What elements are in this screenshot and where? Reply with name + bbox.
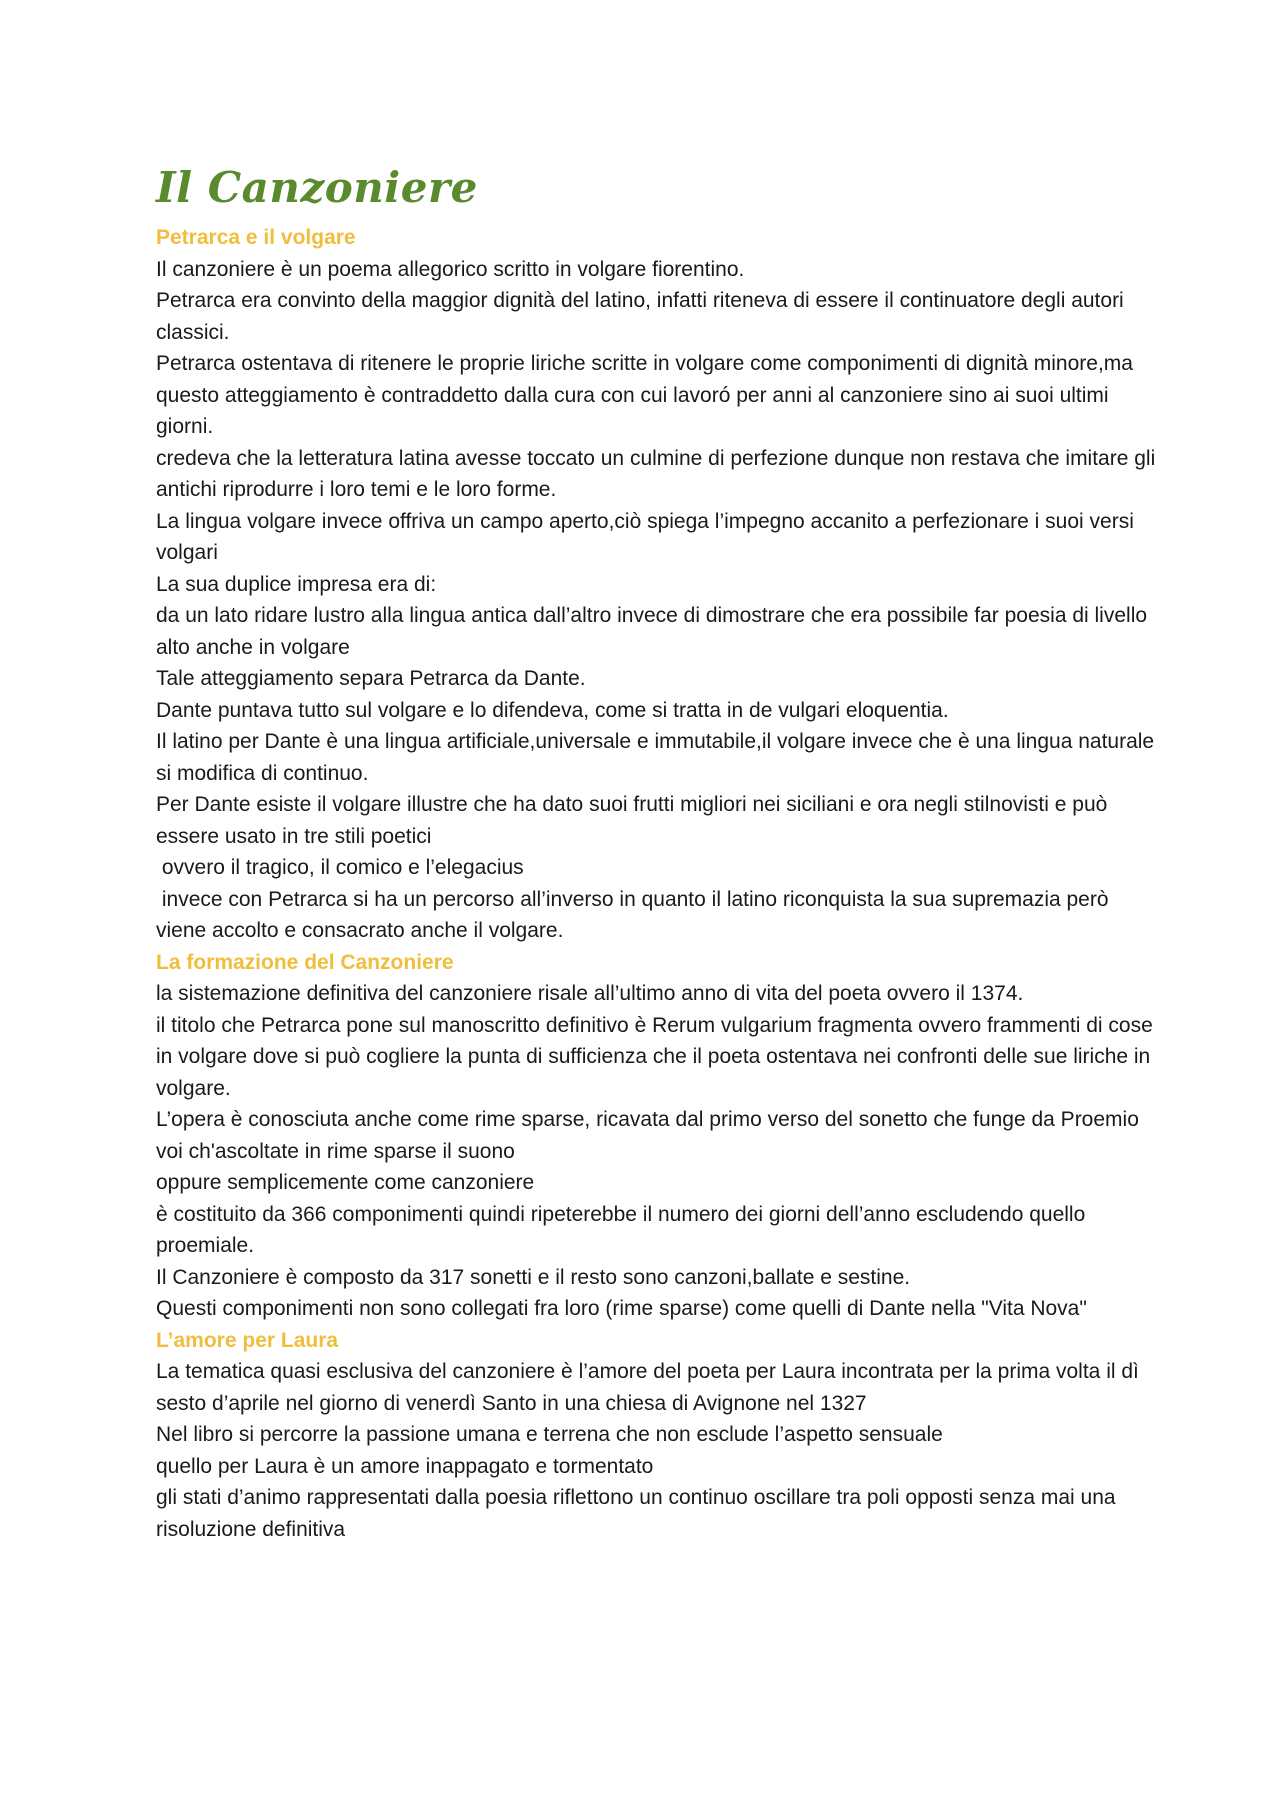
paragraph: da un lato ridare lustro alla lingua antica dall’altro invece di dimostrare che era possibile far poesia di livello alto anche in volgare [156,604,1153,659]
paragraph: la sistemazione definitiva del canzoniere risale all’ultimo anno di vita del poeta ovvero il 1374. [156,982,1024,1005]
paragraph: è costituito da 366 componimenti quindi ripeterebbe il numero dei giorni dell’anno escludendo quello proemiale. [156,1202,1092,1257]
paragraph: Petrarca ostentava di ritenere le proprie liriche scritte in volgare come componimenti di dignità minore,ma questo atteggiamento è contraddetto dalla cura con cui lavoró per anni al canzoniere sino ai suoi ultimi giorni. [156,352,1139,438]
paragraph: La tematica quasi esclusiva del canzoniere è l’amore del poeta per Laura incontrata per la prima volta il dì sesto d’aprile nel giorno di venerdì Santo in una chiesa di Avignone nel 1327 [156,1360,1145,1415]
paragraph: Nel libro si percorre la passione umana e terrena che non esclude l’aspetto sensuale [156,1423,943,1446]
paragraph: La sua duplice impresa era di: [156,572,437,596]
paragraph: credeva che la letteratura latina avesse toccato un culmine di perfezione dunque non restava che imitare gli antichi riprodurre i loro temi e le loro forme. [156,446,1162,501]
paragraph: quello per Laura è un amore inappagato e tormentato [156,1454,654,1478]
paragraph: invece con Petrarca si ha un percorso all’inverso in quanto il latino riconquista la sua supremazia però viene accolto e consacrato anche il volgare. [156,887,1115,942]
section-heading: L’amore per Laura [156,1328,339,1352]
section-formazione-canzoniere [156,947,1159,1325]
section-heading: Petrarca e il volgare [156,226,356,249]
paragraph: il titolo che Petrarca pone sul manoscritto definitivo è Rerum vulgarium fragmenta ovvero frammenti di cose in volgare dove si può cogliere la punta di sufficienza che il poeta ostentava nei confronti delle sue liriche in volgare. [156,1013,1159,1100]
paragraph: Per Dante esiste il volgare illustre che ha dato suoi frutti migliori nei siciliani e ora negli stilnovisti e può essere usato in tre stili poetici [156,793,1114,848]
paragraph: gli stati d’animo rappresentati dalla poesia riflettono un continuo oscillare tra poli opposti senza mai una risoluzione definitiva [156,1486,1122,1541]
paragraph: ovvero il tragico, il comico e l’elegacius [156,856,524,879]
paragraph: oppure semplicemente come canzoniere [156,1171,535,1194]
section-heading: La formazione del Canzoniere [156,950,454,974]
section-amore-laura [156,1325,1156,1546]
section-petrarca-volgare [156,222,1162,947]
paragraph: Il canzoniere è un poema allegorico scritto in volgare fiorentino. [156,257,745,281]
paragraph: voi ch'ascoltate in rime sparse il suono [156,1139,515,1163]
paragraph: Dante puntava tutto sul volgare e lo difendeva, come si tratta in de vulgari eloquentia. [156,698,949,722]
paragraph: Tale atteggiamento separa Petrarca da Dante. [156,667,586,690]
paragraph: La lingua volgare invece offriva un campo aperto,ciò spiega l’impegno accanito a perfezionare i suoi versi volgari [156,509,1140,564]
paragraph: Il Canzoniere è composto da 317 sonetti e il resto sono canzoni,ballate e sestine. [156,1265,911,1289]
paragraph: Il latino per Dante è una lingua artificiale,universale e immutabile,il volgare invece che è una lingua naturale si modifica di continuo. [156,730,1160,785]
paragraph: Petrarca era convinto della maggior dignità del latino, infatti riteneva di essere il continuatore degli autori classici. [156,289,1130,344]
page-title: Il Canzoniere [156,163,478,212]
document-page [156,160,1162,1545]
paragraph: Questi componimenti non sono collegati fra loro (rime sparse) come quelli di Dante nella "Vita Nova" [156,1297,1087,1320]
paragraph: L’opera è conosciuta anche come rime sparse, ricavata dal primo verso del sonetto che funge da Proemio [156,1108,1139,1131]
